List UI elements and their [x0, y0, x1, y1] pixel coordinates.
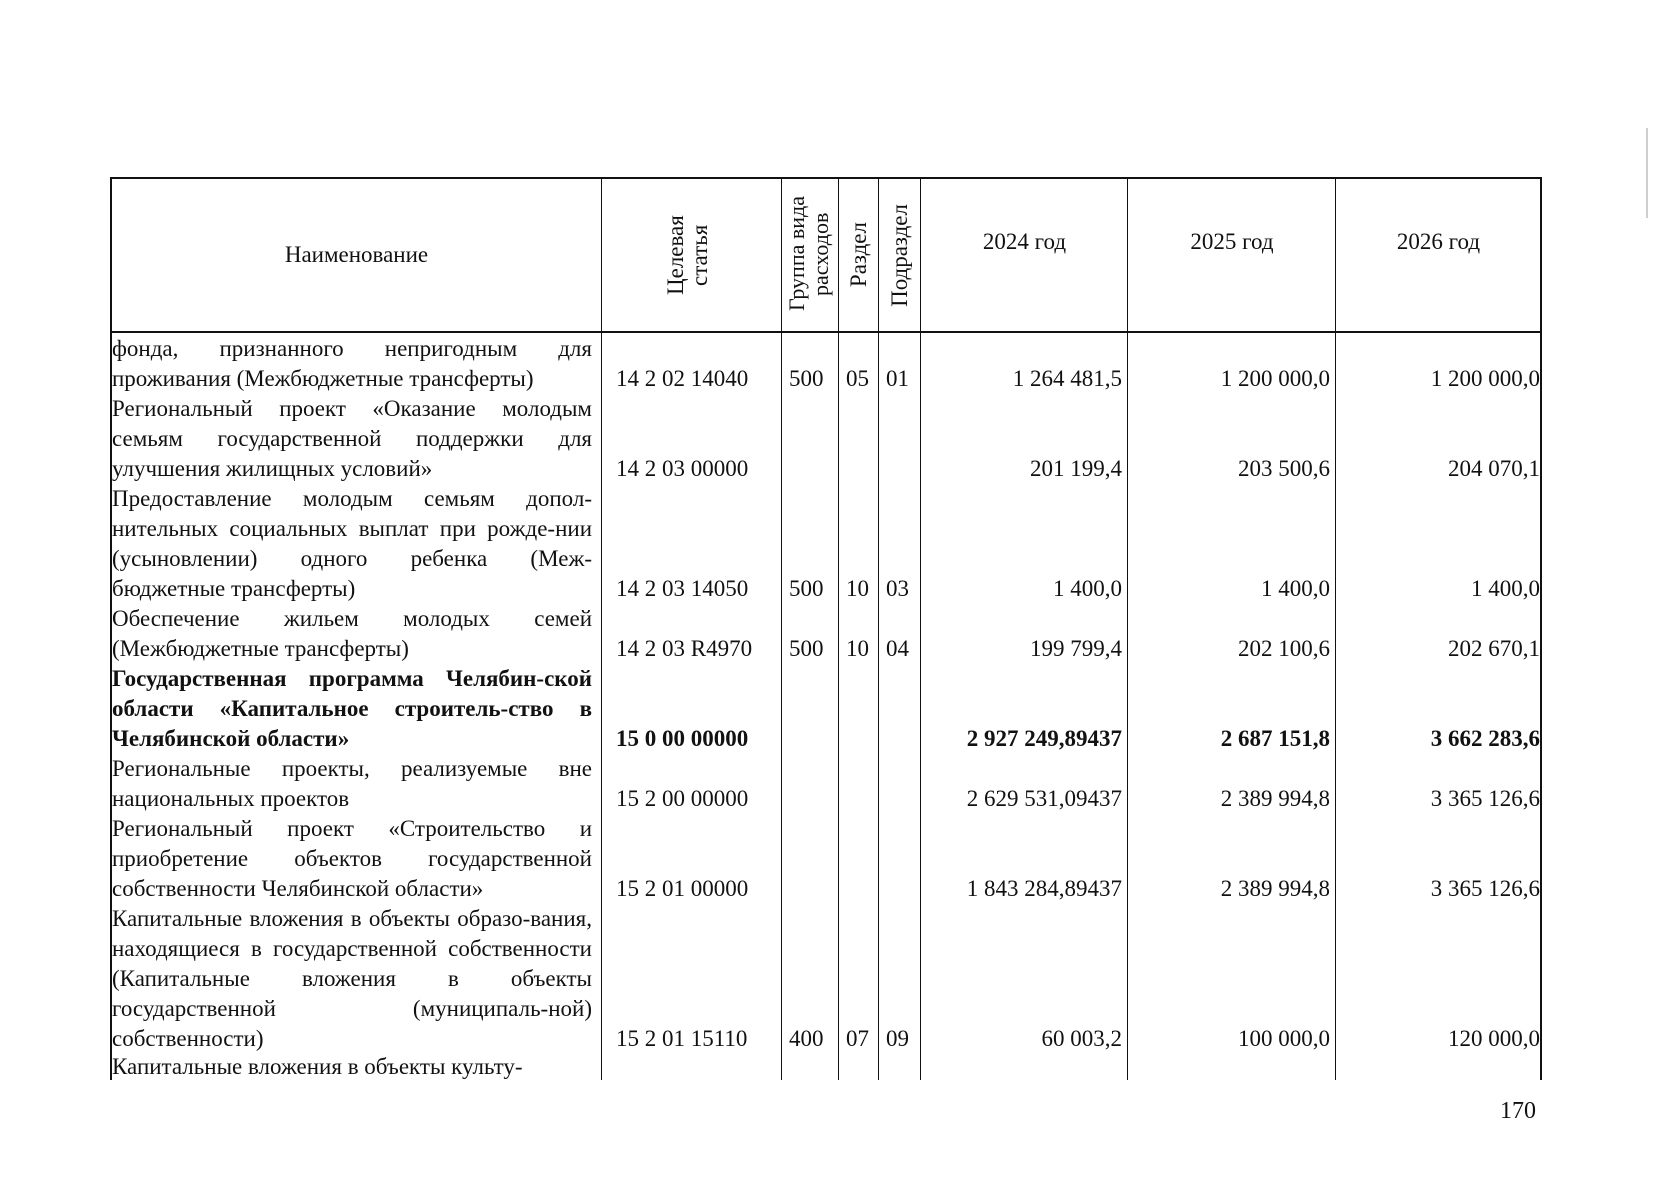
- row-code: 14 2 03 R4970: [616, 636, 753, 661]
- row-subsection: 01: [886, 366, 909, 391]
- column-divider: [601, 177, 602, 1080]
- row-code: 15 2 01 15110: [616, 1026, 748, 1051]
- row-value-2026: 1 200 000,0: [1430, 366, 1540, 391]
- header-2026-cell: [1337, 179, 1540, 331]
- header-separator: [110, 331, 1542, 333]
- row-section: 07: [846, 1026, 869, 1051]
- row-code: 15 0 00 00000: [616, 726, 749, 751]
- row-subsection: 03: [886, 576, 909, 601]
- row-name: Региональные проекты, реализуемые вне национальных проектов: [112, 756, 592, 811]
- row-code: 15 2 01 00000: [616, 876, 749, 901]
- header-2026: 2026 год: [1396, 229, 1481, 254]
- header-2025: 2025 год: [1190, 229, 1274, 254]
- row-name: Капитальные вложения в объекты образо-вания, находящиеся в государственной собственности (Капитальные вложения в объекты государственной (муниципаль-ной) собственности): [112, 906, 592, 1051]
- row-name: Региональный проект «Оказание молодым семьям государственной поддержки для улучшения жилищных условий»: [112, 396, 592, 481]
- column-divider: [1335, 177, 1336, 1080]
- row-subsection: 04: [886, 636, 909, 661]
- row-value-2026: 3 365 126,6: [1430, 876, 1540, 901]
- header-expense-group: Группа вида расходов: [783, 196, 833, 312]
- row-code: 14 2 02 14040: [616, 366, 749, 391]
- row-value-2025: 2 687 151,8: [1220, 726, 1330, 751]
- row-section: 10: [846, 576, 869, 601]
- header-subsection: Подраздел: [887, 203, 912, 307]
- column-divider: [838, 177, 839, 1080]
- row-value-2024: 60 003,2: [1041, 1026, 1122, 1051]
- row-value-2024: 2 629 531,09437: [966, 786, 1122, 811]
- row-value-2026: 3 365 126,6: [1430, 786, 1540, 811]
- row-name: Обеспечение жильем молодых семей (Межбюджетные трансферты): [112, 606, 592, 661]
- column-divider: [920, 177, 921, 1080]
- row-subsection: 09: [886, 1026, 909, 1051]
- row-name: Региональный проект «Строительство и приобретение объектов государственной собственности Челябинской области»: [112, 816, 592, 901]
- column-divider: [1127, 177, 1128, 1080]
- row-value-2024: 201 199,4: [1030, 456, 1122, 481]
- row-name: Государственная программа Челябин-ской области «Капитальное строитель-ство в Челябинской области»: [112, 666, 592, 751]
- row-value-2024: 1 400,0: [1053, 576, 1122, 601]
- header-2024: 2024 год: [982, 229, 1067, 254]
- row-value-2026: 120 000,0: [1448, 1026, 1540, 1051]
- row-value-2024: 199 799,4: [1030, 636, 1122, 661]
- page-number: 170: [1500, 1098, 1536, 1124]
- row-value-2024: 2 927 249,89437: [966, 726, 1122, 751]
- row-value-2026: 202 670,1: [1448, 636, 1540, 661]
- row-value-2025: 1 400,0: [1261, 576, 1330, 601]
- row-value-2026: 3 662 283,6: [1430, 726, 1540, 751]
- row-value-2026: 204 070,1: [1448, 456, 1540, 481]
- row-section: 05: [846, 366, 869, 391]
- row-value-2024: 1 264 481,5: [1012, 366, 1122, 391]
- header-expense-group-cell: [783, 179, 838, 331]
- row-group: 500: [789, 636, 824, 661]
- header-subsection-cell: [880, 179, 920, 331]
- scan-edge-mark: [1646, 128, 1648, 218]
- column-divider: [781, 177, 782, 1080]
- header-section-cell: [840, 179, 878, 331]
- row-code: 15 2 00 00000: [616, 786, 749, 811]
- header-2025-cell: [1129, 179, 1335, 331]
- row-group: 500: [789, 366, 824, 391]
- header-target-article: Целевая статья: [663, 215, 712, 295]
- row-group: 400: [789, 1026, 824, 1051]
- row-value-2025: 2 389 994,8: [1220, 876, 1330, 901]
- row-name: Предоставление молодым семьям допол-нительных социальных выплат при рожде-нии (усыновлении) одного ребенка (Меж-бюджетные трансферты): [112, 486, 592, 601]
- row-name: Капитальные вложения в объекты культу-: [112, 1054, 523, 1079]
- row-group: 500: [789, 576, 824, 601]
- row-code: 14 2 03 00000: [616, 456, 749, 481]
- row-name: фонда, признанного непригодным для проживания (Межбюджетные трансферты): [112, 336, 592, 391]
- row-value-2025: 1 200 000,0: [1220, 366, 1330, 391]
- column-divider: [878, 177, 879, 1080]
- row-section: 10: [846, 636, 869, 661]
- row-value-2025: 100 000,0: [1238, 1026, 1330, 1051]
- header-2024-cell: [922, 179, 1127, 331]
- header-section: Раздел: [846, 222, 871, 288]
- header-name: Наименование: [284, 242, 429, 267]
- row-value-2025: 203 500,6: [1238, 456, 1330, 481]
- row-value-2024: 1 843 284,89437: [966, 876, 1122, 901]
- row-value-2025: 202 100,6: [1238, 636, 1330, 661]
- header-target-article-cell: [603, 179, 781, 331]
- header-name-cell: [112, 179, 601, 331]
- row-code: 14 2 03 14050: [616, 576, 749, 601]
- row-value-2025: 2 389 994,8: [1220, 786, 1330, 811]
- row-value-2026: 1 400,0: [1471, 576, 1540, 601]
